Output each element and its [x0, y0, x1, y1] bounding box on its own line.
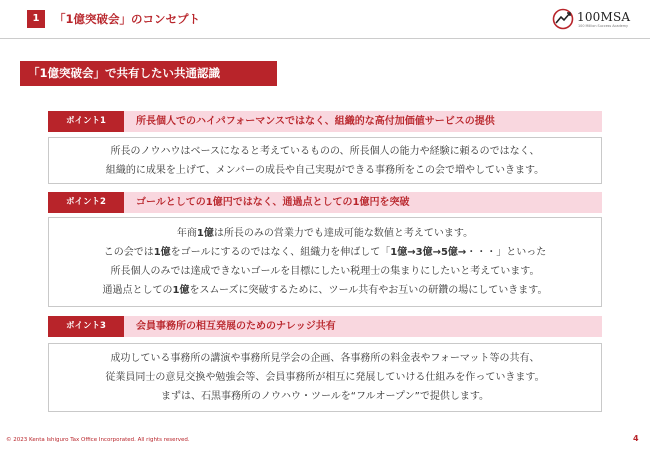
point-3-title: 会員事務所の相互発展のためのナレッジ共有	[136, 321, 336, 332]
brand-logo	[552, 8, 647, 32]
section-number-badge: 1	[27, 10, 45, 28]
body-text: ・・・」といった	[466, 247, 547, 258]
point-1-header	[48, 111, 602, 132]
body-text: をゴールにするのではなく、組織力を伸ばして「	[170, 247, 391, 258]
emphasis-text: 1億→3億→5億→	[390, 247, 467, 258]
page-number: 4	[633, 434, 639, 443]
logo-subtitle: 100 Million Success Academy	[578, 24, 629, 28]
body-text: 従業員同士の意見交換や勉強会等、会員事務所が相互に発展していける仕組みを作っていきます。	[105, 372, 545, 383]
body-text-line	[49, 387, 601, 406]
point-1-body	[48, 137, 602, 184]
body-text-line	[49, 224, 601, 243]
body-text-line	[49, 243, 601, 262]
body-text: 年商	[176, 228, 197, 239]
body-text: まずは、石黒事務所のノウハウ・ツールを“フルオープン”で提供します。	[160, 391, 490, 402]
body-text-line	[49, 262, 601, 281]
body-text: 所長のノウハウはベースになると考えているものの、所長個人の能力や経験に頼るのではなく、	[110, 146, 540, 157]
point-2-title: ゴールとしての1億円ではなく、通過点としての1億円を突破	[136, 197, 410, 208]
header-divider	[0, 38, 650, 39]
headline-banner: 「1億突破会」で共有したい共通認識	[20, 61, 277, 86]
body-text-line	[49, 368, 601, 387]
point-2-tag: ポイント2	[48, 192, 124, 213]
emphasis-text: 1億	[153, 247, 171, 258]
point-2-header	[48, 192, 602, 213]
body-text: をスムーズに突破するために、ツール共有やお互いの研鑽の場にしていきます。	[189, 285, 548, 296]
point-1-tag: ポイント1	[48, 111, 124, 132]
point-2-body	[48, 217, 602, 307]
emphasis-text: 1億	[196, 228, 214, 239]
100msa-logo-icon	[552, 8, 574, 30]
body-text-line	[49, 161, 601, 180]
body-text-line	[49, 142, 601, 161]
body-text: この会では	[103, 247, 154, 258]
point-1-title: 所長個人でのハイパフォーマンスではなく、組織的な高付加価値サービスの提供	[136, 116, 495, 127]
point-3-header	[48, 316, 602, 337]
point-3-body	[48, 343, 602, 412]
body-text: 所長個人のみでは達成できないゴールを目標にしたい税理士の集まりにしたいと考えています。	[110, 266, 540, 277]
body-text: は所長のみの営業力でも達成可能な数値と考えています。	[213, 228, 474, 239]
body-text-line	[49, 349, 601, 368]
body-text-line	[49, 281, 601, 300]
copyright-text: © 2023 Kenta Ishiguro Tax Office Incorporated. All rights reserved.	[6, 437, 190, 443]
section-title: 「1億突破会」のコンセプト	[54, 12, 201, 26]
logo-name: 100MSA	[577, 10, 631, 24]
body-text: 成功している事務所の講演や事務所見学会の企画、各事務所の料金表やフォーマット等の共有、	[110, 353, 540, 364]
emphasis-text: 1億	[172, 285, 190, 296]
body-text: 通過点としての	[102, 285, 173, 296]
point-3-tag: ポイント3	[48, 316, 124, 337]
body-text: 組織的に成果を上げて、メンバーの成長や自己実現ができる事務所をこの会で増やしていきます。	[105, 165, 545, 176]
slide-header	[0, 0, 650, 38]
